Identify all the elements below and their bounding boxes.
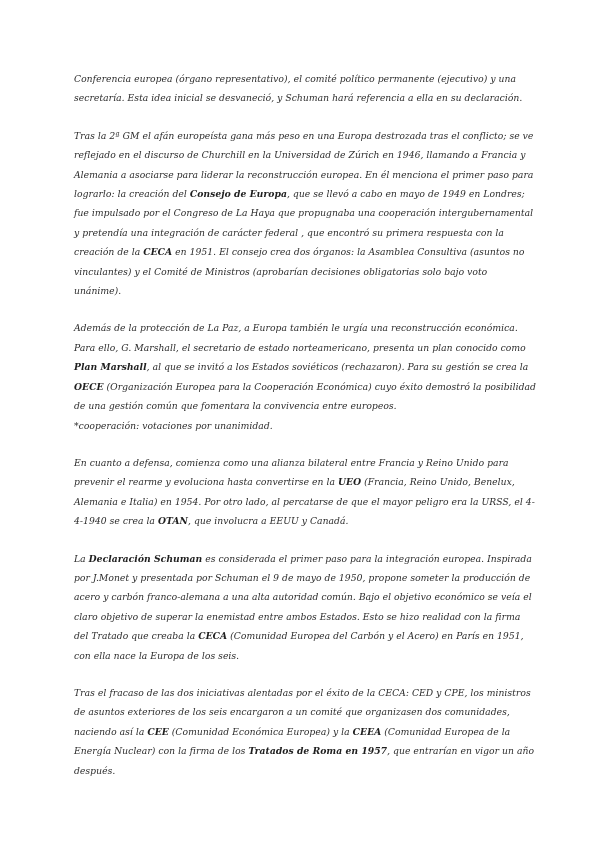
bold-otan: OTAN [157, 516, 189, 528]
paragraph-1: Conferencia europea (órgano representativo), el comité político permanente (ejecutivo) y una secretaría. Esta idea inicial se desvaneció, y Schuman hará referencia a ella en su declaración. [74, 74, 523, 105]
bold-declaracion-schuman: Declaración Schuman [88, 553, 203, 565]
bold-tratados-de-roma: Tratados de Roma en 1957 [248, 746, 388, 758]
bold-consejo-de-europa: Consejo de Europa [189, 189, 287, 201]
bold-oece: OECE [74, 381, 104, 393]
document-page [74, 70, 536, 781]
paragraph-4: En cuanto a defensa, comienza como una alianza bilateral entre Francia y Reino Unido para prevenir el rearme y evoluciona hasta convertirse en la UEO (Francia, Reino Unido, Benelux, Alemania e Italia) en 1954. Por otro lado, al percatarse de que el mayor peligro era la URSS, el 4-4-1940 se crea la OTAN, que involucra a EEUU y Canadá. [74, 457, 535, 528]
bold-ceca: CECA [143, 247, 173, 259]
paragraph-3: Además de la protección de La Paz, a Europa también le urgía una reconstrucción económica. Para ello, G. Marshall, el secretario de estado norteamericano, presenta un plan conocido como Plan Marshall, al que se invitó a los Estados soviéticos (rechazaron). Para su gestión se crea la OECE (Organización Europea para la Cooperación Económica) cuyo éxito demostró la posibilidad de una gestión común que fomentara la convivencia entre europeos. *cooperación: votaciones por unanimidad. [74, 323, 536, 432]
paragraph-2: Tras la 2ª GM el afán europeísta gana más peso en una Europa destrozada tras el conflicto; se ve reflejado en el discurso de Churchill en la Universidad de Zúrich en 1946, llamando a Francia y Alemania a asociarse para liderar la reconstrucción europea. En él menciona el primer paso para lograrlo: la creación del Consejo de Europa, que se llevó a cabo en mayo de 1949 en Londres; fue impulsado por el Congreso de La Haya que propugnaba una cooperación intergubernamental y pretendía una integración de carácter federal , que encontró su primera respuesta con la creación de la CECA en 1951. El consejo crea dos órganos: la Asamblea Consultiva (asuntos no vinculantes) y el Comité de Ministros (aprobarían decisiones obligatorias solo bajo voto unánime). [74, 130, 534, 298]
bold-ceea: CEEA [352, 726, 382, 738]
paragraph-6: Tras el fracaso de las dos iniciativas alentadas por el éxito de la CECA: CED y CPE, los ministros de asuntos exteriores de los seis encargaron a un comité que organizasen dos comunidades, naciendo así la CEE (Comunidad Económica Europea) y la CEEA (Comunidad Europea de la Energía Nuclear) con la firma de los Tratados de Roma en 1957, que entrarían en vigor un año después. [74, 687, 535, 777]
paragraph-5: La Declaración Schuman es considerada el primer paso para la integración europea. Inspirada por J.Monet y presentada por Schuman el 9 de mayo de 1950, propone someter la producción de acero y carbón franco-alemana a una alta autoridad común. Bajo el objetivo económico se veía el claro objetivo de superar la enemistad entre ambos Estados. Esto se hizo realidad con la firma del Tratado que creaba la CECA (Comunidad Europea del Carbón y el Acero) en París en 1951, con ella nace la Europa de los seis. [74, 553, 532, 662]
bold-ueo: UEO [337, 477, 362, 489]
bold-ceca-2: CECA [198, 631, 228, 643]
footnote-cooperacion: *cooperación: votaciones por unanimidad. [74, 420, 273, 432]
bold-plan-marshall: Plan Marshall [74, 362, 147, 374]
bold-cee: CEE [147, 726, 169, 738]
